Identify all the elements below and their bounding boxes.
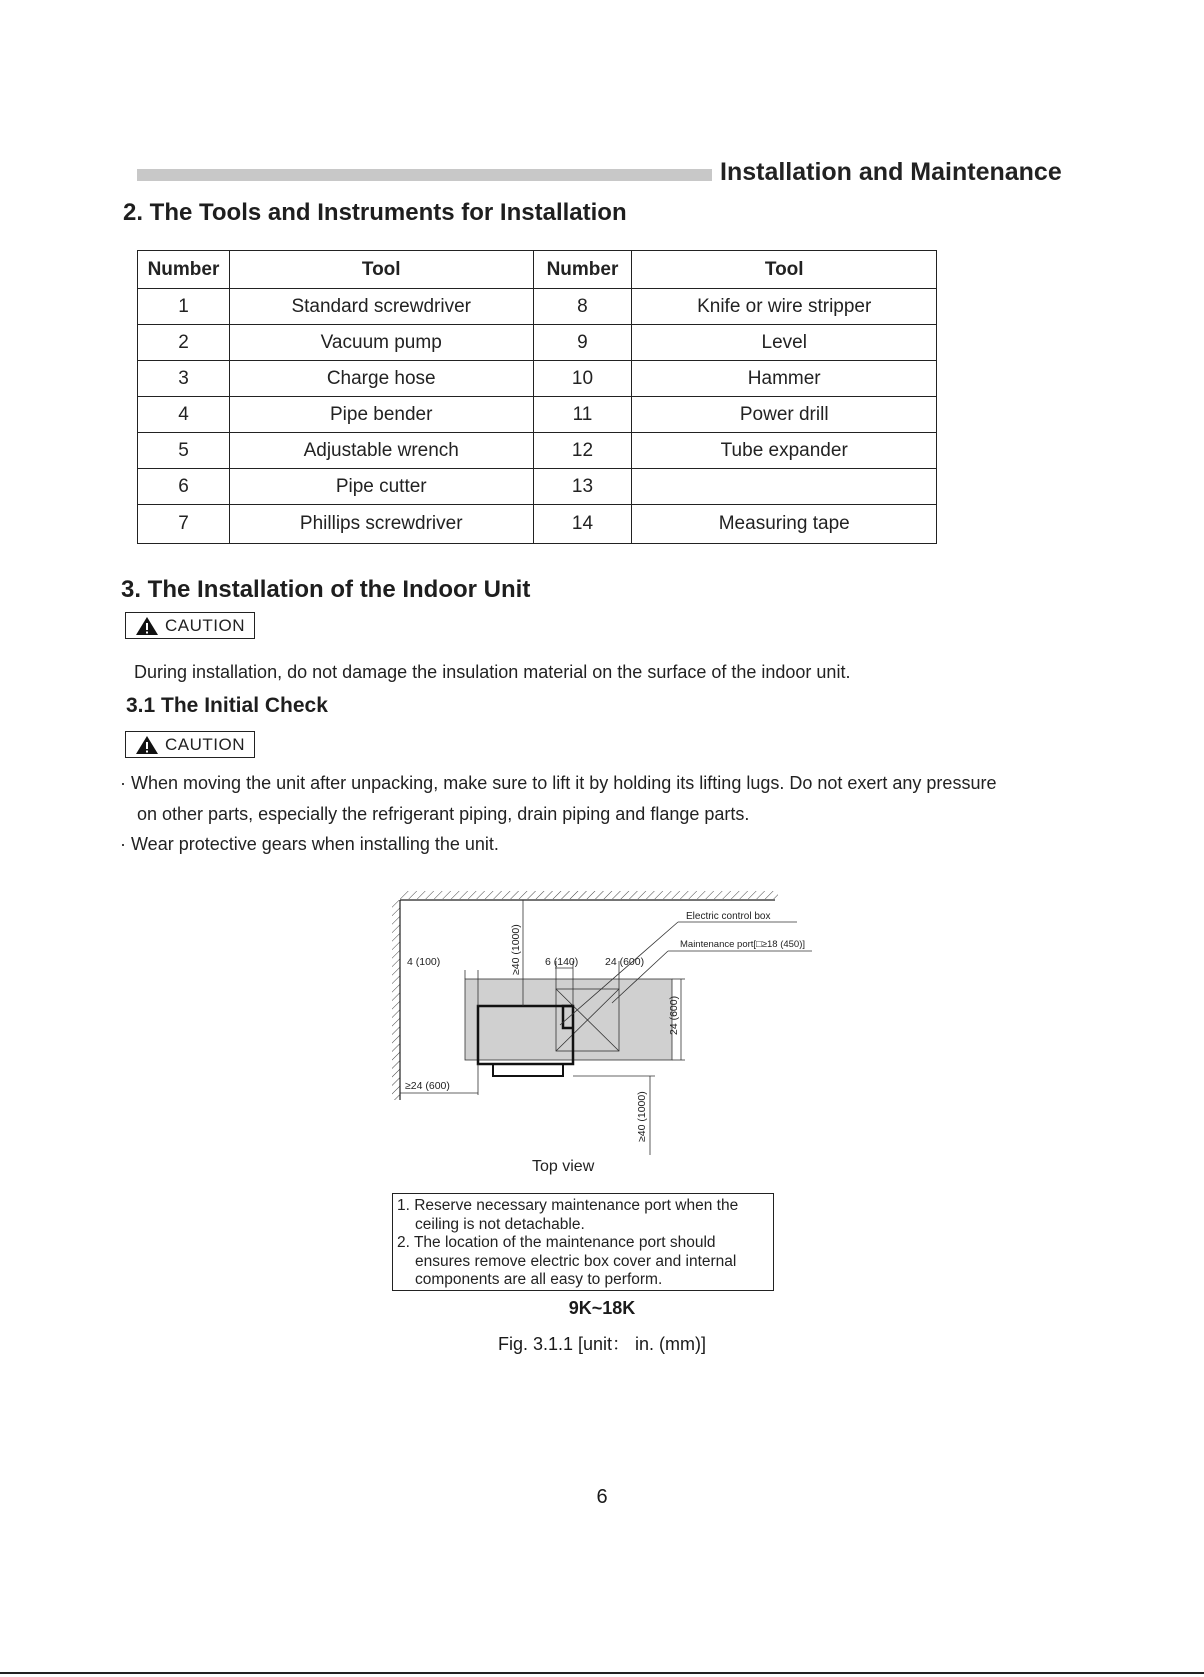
top-view-diagram [380,885,840,1185]
dim-label: 24 (600) [668,995,680,1035]
note-item: 2. The location of the maintenance port should ensures remove electric box cover and internal components are all easy to perform. [397,1234,737,1288]
table-cell: Knife or wire stripper [632,289,937,325]
header-rule [137,169,712,181]
header-title: Installation and Maintenance [720,158,1062,186]
table-header-cell: Number [138,251,230,289]
subsection-3-1-title: 3.1 The Initial Check [126,694,328,717]
top-wall-hatch [400,891,778,899]
table-row [138,469,937,505]
bullet-continuation: on other parts, especially the refrigerant piping, drain piping and flange parts. [137,804,750,824]
table-row [138,361,937,397]
bullet-dot: · [120,834,126,854]
table-row [138,289,937,325]
caution-box [125,731,255,758]
table-cell: 8 [533,289,632,325]
top-view-label: Top view [532,1158,595,1175]
dim-label: ≥24 (600) [405,1080,450,1092]
dim-label: 6 (140) [545,956,579,968]
figure-notes [392,1193,774,1291]
table-cell: 10 [533,361,632,397]
bullet-text: When moving the unit after unpacking, make sure to lift it by holding its lifting lugs. Do not exert any pressure [131,773,997,793]
table-cell: Charge hose [229,361,533,397]
section-3-title: 3. The Installation of the Indoor Unit [121,576,531,603]
caution-text: During installation, do not damage the insulation material on the surface of the indoor unit. [134,662,851,682]
table-cell: Pipe cutter [229,469,533,505]
bullet-item [120,829,499,860]
table-cell: 5 [138,433,230,469]
dim-label: 4 (100) [407,956,441,968]
table-cell: 4 [138,397,230,433]
indoor-unit-flange [493,1064,563,1076]
table-cell: Hammer [632,361,937,397]
table-cell: 12 [533,433,632,469]
note-item: 1. Reserve necessary maintenance port when the ceiling is not detachable. [397,1197,739,1233]
table-cell: 13 [533,469,632,505]
table-cell: 7 [138,505,230,544]
dim-label: 24 (600) [605,956,645,968]
bullet-dot: · [120,773,126,793]
table-cell: Tube expander [632,433,937,469]
caution-label: CAUTION [165,734,245,754]
table-cell: Pipe bender [229,397,533,433]
electric-box-label: Electric control box [686,911,771,922]
table-cell: Level [632,325,937,361]
table-header-cell: Tool [229,251,533,289]
page-number: 6 [596,1486,608,1508]
table-cell: Phillips screwdriver [229,505,533,544]
dim-label: ≥40 (1000) [636,1091,648,1142]
table-cell [632,469,937,505]
caution-label: CAUTION [165,615,245,635]
table-cell: 3 [138,361,230,397]
caution-box [125,612,255,639]
table-cell: 11 [533,397,632,433]
table-row [138,397,937,433]
page-bottom-rule [0,1672,1204,1674]
table-cell: 9 [533,325,632,361]
ceiling-area [465,979,672,1060]
tools-table [137,250,937,544]
left-wall-hatch [392,900,400,1100]
table-cell: Vacuum pump [229,325,533,361]
table-row [138,505,937,544]
table-cell: 6 [138,469,230,505]
table-cell: Power drill [632,397,937,433]
table-cell: 1 [138,289,230,325]
table-header-cell: Number [533,251,632,289]
warning-icon [135,735,159,755]
table-header-cell: Tool [632,251,937,289]
table-header-row [138,251,937,289]
bullet-text: Wear protective gears when installing the unit. [131,834,499,854]
warning-icon [135,616,159,636]
figure-caption: Fig. 3.1.1 [unit： in. (mm)] [497,1334,707,1354]
maintenance-port-label: Maintenance port[□≥18 (450)] [680,939,806,950]
section-2-title: 2. The Tools and Instruments for Installation [123,199,627,226]
dim-label: ≥40 (1000) [510,924,522,975]
table-cell: Standard screwdriver [229,289,533,325]
table-cell: Adjustable wrench [229,433,533,469]
table-row [138,433,937,469]
table-row [138,325,937,361]
table-cell: Measuring tape [632,505,937,544]
table-cell: 2 [138,325,230,361]
model-label: 9K~18K [568,1298,636,1318]
bullet-item [120,768,996,799]
table-cell: 14 [533,505,632,544]
